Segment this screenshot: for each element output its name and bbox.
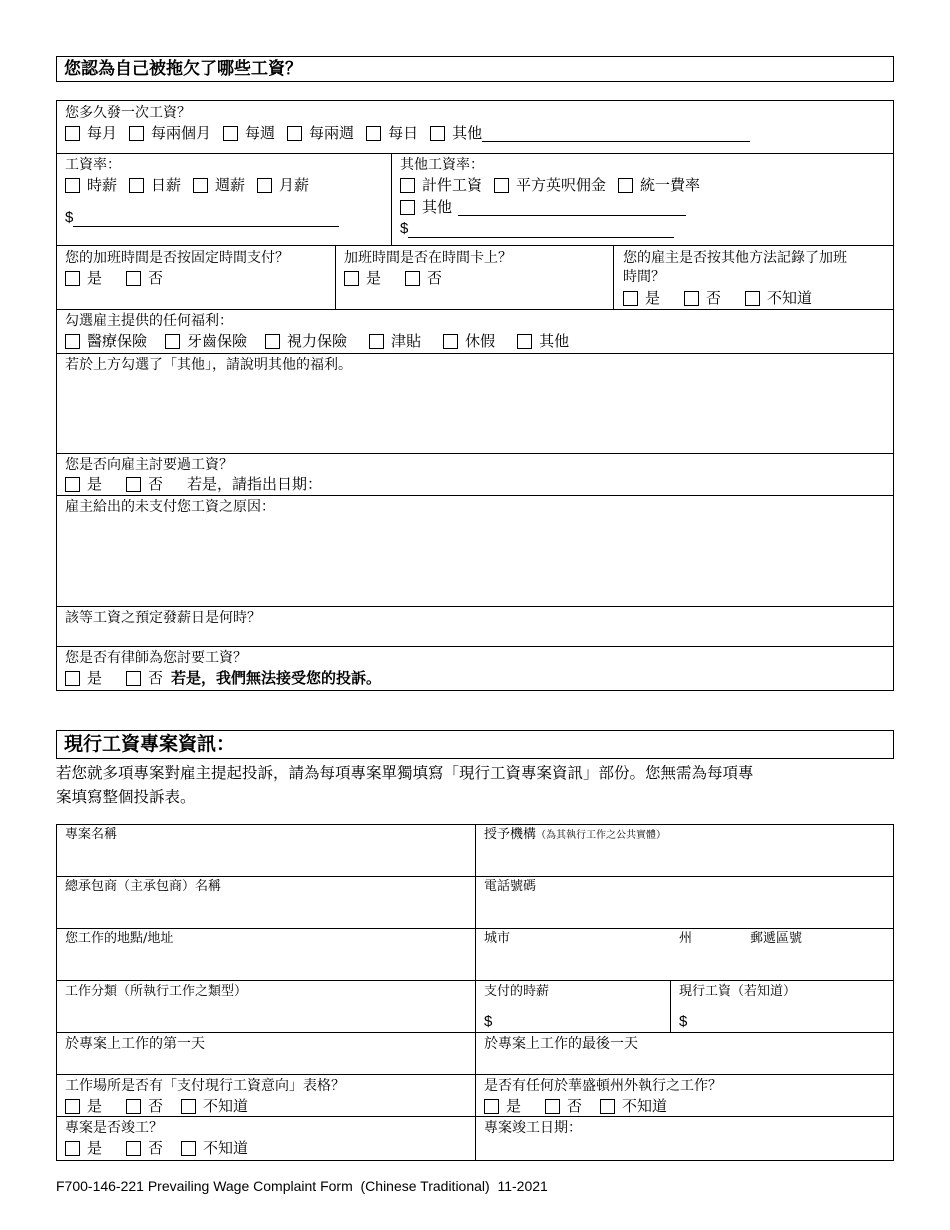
overtime-other-unknown[interactable]: 不知道 xyxy=(745,288,812,308)
project-name-field[interactable] xyxy=(57,845,474,875)
reason-field[interactable] xyxy=(57,518,893,605)
last-day-field[interactable] xyxy=(476,1054,893,1073)
checkbox[interactable] xyxy=(129,126,144,141)
checkbox[interactable] xyxy=(129,178,144,193)
other-wage-other-field[interactable] xyxy=(458,199,686,216)
wage-rate-label: 工資率： xyxy=(65,157,121,173)
overtime-timecard-options xyxy=(344,268,454,288)
checkbox[interactable] xyxy=(65,1141,80,1156)
checkbox[interactable] xyxy=(65,477,80,492)
section1-title: 您認為自己被拖欠了哪些工資？ xyxy=(64,59,302,79)
outside-wa-options xyxy=(484,1096,679,1116)
frequency-options xyxy=(65,123,750,143)
city-state-zip-field[interactable] xyxy=(476,949,893,979)
awarding-agency-label: 授予機構（為其執行工作之公共實體） xyxy=(484,827,667,842)
hourly-paid-currency: $ xyxy=(484,1013,493,1030)
checkbox[interactable] xyxy=(430,126,445,141)
checkbox[interactable] xyxy=(65,271,80,286)
checkbox[interactable] xyxy=(369,334,384,349)
form-footer: F700-146-221 Prevailing Wage Complaint Form (Chinese Traditional) 11-2021 xyxy=(56,1178,548,1194)
work-location-field[interactable] xyxy=(57,949,474,979)
overtime-timecard-no[interactable]: 否 xyxy=(405,268,442,288)
phone-label: 電話號碼 xyxy=(484,879,537,894)
poster-options xyxy=(65,1096,260,1116)
state-label: 州 xyxy=(679,931,693,946)
lawyer-no[interactable]: 否 xyxy=(126,668,163,688)
wage-rate-amount: $ xyxy=(65,208,339,228)
checkbox[interactable] xyxy=(126,1099,141,1114)
checkbox[interactable] xyxy=(65,671,80,686)
frequency-daily[interactable]: 每日 xyxy=(366,123,418,143)
overtime-other-options xyxy=(623,288,824,308)
other-wage-rate-options xyxy=(400,175,712,195)
outside-wa-no[interactable]: 否 xyxy=(545,1096,582,1116)
awarding-agency-field[interactable] xyxy=(476,845,893,875)
checkbox[interactable] xyxy=(181,1099,196,1114)
checkbox[interactable] xyxy=(405,271,420,286)
overtime-timecard-question: 加班時間是否在時間卡上？ xyxy=(344,250,512,266)
checkbox[interactable] xyxy=(400,200,415,215)
zip-label: 郵遞區號 xyxy=(750,931,803,946)
overtime-fixed-options xyxy=(65,268,175,288)
asked-employer-no[interactable]: 否 xyxy=(126,474,163,494)
checkbox[interactable] xyxy=(126,671,141,686)
checkbox[interactable] xyxy=(545,1099,560,1114)
last-day-label: 於專案上工作的最後一天 xyxy=(484,1036,638,1052)
completed-unknown[interactable]: 不知道 xyxy=(181,1138,248,1158)
outside-wa-yes[interactable]: 是 xyxy=(484,1096,521,1116)
overtime-other-no[interactable]: 否 xyxy=(684,288,721,308)
poster-no[interactable]: 否 xyxy=(126,1096,163,1116)
prevailing-wage-field[interactable] xyxy=(695,1002,892,1031)
lawyer-question: 您是否有律師為您討要工資？ xyxy=(65,650,247,666)
hourly-paid-label: 支付的時薪 xyxy=(484,984,550,999)
overtime-fixed-no[interactable]: 否 xyxy=(126,268,163,288)
section2-intro-1: 若您就多項專案對雇主提起投訴，請為每項專案單獨填寫「現行工資專案資訊」部份。您無需為每項專 xyxy=(56,764,754,782)
benefit-leave[interactable]: 休假 xyxy=(443,331,495,351)
prevailing-wage-currency: $ xyxy=(679,1013,688,1030)
checkbox[interactable] xyxy=(618,178,633,193)
payday-label: 該等工資之預定發薪日是何時？ xyxy=(65,610,261,626)
completed-options xyxy=(65,1138,260,1158)
checkbox[interactable] xyxy=(65,334,80,349)
completion-date-field[interactable] xyxy=(476,1138,893,1160)
section2-title: 現行工資專案資訊： xyxy=(64,733,236,755)
lawyer-yes[interactable]: 是 xyxy=(65,668,102,688)
first-day-field[interactable] xyxy=(57,1054,474,1073)
benefit-other[interactable]: 其他 xyxy=(517,331,569,351)
general-contractor-label: 總承包商（主承包商）名稱 xyxy=(65,879,222,894)
asked-employer-options xyxy=(65,474,322,494)
benefits-label: 勾選雇主提供的任何福利： xyxy=(65,313,233,329)
checkbox[interactable] xyxy=(443,334,458,349)
completion-date-label: 專案竣工日期： xyxy=(484,1120,582,1136)
checkbox[interactable] xyxy=(257,178,272,193)
frequency-bimonthly[interactable]: 每兩個月 xyxy=(129,123,211,143)
frequency-monthly[interactable]: 每月 xyxy=(65,123,117,143)
checkbox[interactable] xyxy=(65,178,80,193)
poster-question: 工作場所是否有「支付現行工資意向」表格？ xyxy=(65,1078,345,1094)
benefit-allowance[interactable]: 津貼 xyxy=(369,331,421,351)
frequency-biweekly[interactable]: 每兩週 xyxy=(287,123,354,143)
other-wage-sqft[interactable]: 平方英呎佣金 xyxy=(494,175,606,195)
poster-yes[interactable]: 是 xyxy=(65,1096,102,1116)
checkbox[interactable] xyxy=(366,126,381,141)
checkbox[interactable] xyxy=(684,291,699,306)
checkbox[interactable] xyxy=(193,178,208,193)
checkbox[interactable] xyxy=(126,271,141,286)
checkbox[interactable] xyxy=(287,126,302,141)
checkbox[interactable] xyxy=(126,477,141,492)
checkbox[interactable] xyxy=(484,1099,499,1114)
lawyer-note: 若是，我們無法接受您的投訴。 xyxy=(171,669,382,687)
other-wage-other-row xyxy=(400,197,686,217)
checkbox[interactable] xyxy=(623,291,638,306)
checkbox[interactable] xyxy=(65,126,80,141)
checkbox[interactable] xyxy=(494,178,509,193)
work-location-label: 您工作的地點/地址 xyxy=(65,931,174,946)
checkbox[interactable] xyxy=(400,178,415,193)
checkbox[interactable] xyxy=(600,1099,615,1114)
work-class-label: 工作分類（所執行工作之類型） xyxy=(65,984,248,999)
other-wage-other[interactable]: 其他 xyxy=(400,197,452,217)
asked-employer-yes[interactable]: 是 xyxy=(65,474,102,494)
completed-question: 專案是否竣工？ xyxy=(65,1120,163,1136)
completed-yes[interactable]: 是 xyxy=(65,1138,102,1158)
benefit-vision[interactable]: 視力保險 xyxy=(265,331,347,351)
reason-label: 雇主給出的未支付您工資之原因： xyxy=(65,499,275,515)
frequency-other-field[interactable] xyxy=(482,125,750,142)
overtime-timecard-yes[interactable]: 是 xyxy=(344,268,381,288)
hourly-paid-field[interactable] xyxy=(500,1002,668,1031)
wage-weekly[interactable]: 週薪 xyxy=(193,175,245,195)
other-wage-rate-label: 其他工資率： xyxy=(400,157,484,173)
checkbox[interactable] xyxy=(517,334,532,349)
wage-monthly[interactable]: 月薪 xyxy=(257,175,309,195)
poster-unknown[interactable]: 不知道 xyxy=(181,1096,248,1116)
wage-hourly[interactable]: 時薪 xyxy=(65,175,117,195)
wage-rate-amount-field[interactable] xyxy=(73,210,339,227)
benefit-dental[interactable]: 牙齒保險 xyxy=(165,331,247,351)
checkbox[interactable] xyxy=(126,1141,141,1156)
completed-no[interactable]: 否 xyxy=(126,1138,163,1158)
city-label: 城市 xyxy=(484,931,511,946)
overtime-other-question-2: 時間？ xyxy=(623,269,665,285)
checkbox[interactable] xyxy=(745,291,760,306)
checkbox[interactable] xyxy=(181,1141,196,1156)
checkbox[interactable] xyxy=(65,1099,80,1114)
other-wage-flat[interactable]: 統一費率 xyxy=(618,175,700,195)
first-day-label: 於專案上工作的第一天 xyxy=(65,1036,205,1052)
benefit-medical[interactable]: 醫療保險 xyxy=(65,331,147,351)
benefits-options xyxy=(65,331,581,351)
work-class-field[interactable] xyxy=(57,1002,474,1031)
benefits-other-label: 若於上方勾選了「其他」，請說明其他的福利。 xyxy=(65,357,352,373)
other-wage-amount-field[interactable] xyxy=(408,221,674,238)
frequency-other[interactable]: 其他 xyxy=(430,123,482,143)
phone-field[interactable] xyxy=(476,897,893,927)
asked-employer-question: 您是否向雇主討要過工資？ xyxy=(65,457,233,473)
outside-wa-unknown[interactable]: 不知道 xyxy=(600,1096,667,1116)
asked-employer-date-label: 若是，請指出日期： xyxy=(187,475,323,493)
overtime-fixed-question: 您的加班時間是否按固定時間支付？ xyxy=(65,250,289,266)
general-contractor-field[interactable] xyxy=(57,897,474,927)
frequency-question: 您多久發一次工資？ xyxy=(65,105,191,121)
other-wage-amount: $ xyxy=(400,219,674,239)
wage-daily[interactable]: 日薪 xyxy=(129,175,181,195)
overtime-other-yes[interactable]: 是 xyxy=(623,288,660,308)
checkbox[interactable] xyxy=(165,334,180,349)
benefits-other-field[interactable] xyxy=(57,375,893,452)
lawyer-options xyxy=(65,668,381,688)
project-name-label: 專案名稱 xyxy=(65,827,118,842)
outside-wa-question: 是否有任何於華盛頓州外執行之工作？ xyxy=(484,1078,722,1094)
checkbox[interactable] xyxy=(344,271,359,286)
overtime-other-question-1: 您的雇主是否按其他方法記錄了加班 xyxy=(623,250,847,266)
section2-intro-2: 案填寫整個投訴表。 xyxy=(56,788,196,806)
prevailing-wage-label: 現行工資（若知道） xyxy=(679,984,797,999)
frequency-weekly[interactable]: 每週 xyxy=(223,123,275,143)
checkbox[interactable] xyxy=(223,126,238,141)
checkbox[interactable] xyxy=(265,334,280,349)
wage-rate-options xyxy=(65,175,321,195)
other-wage-piece[interactable]: 計件工資 xyxy=(400,175,482,195)
overtime-fixed-yes[interactable]: 是 xyxy=(65,268,102,288)
